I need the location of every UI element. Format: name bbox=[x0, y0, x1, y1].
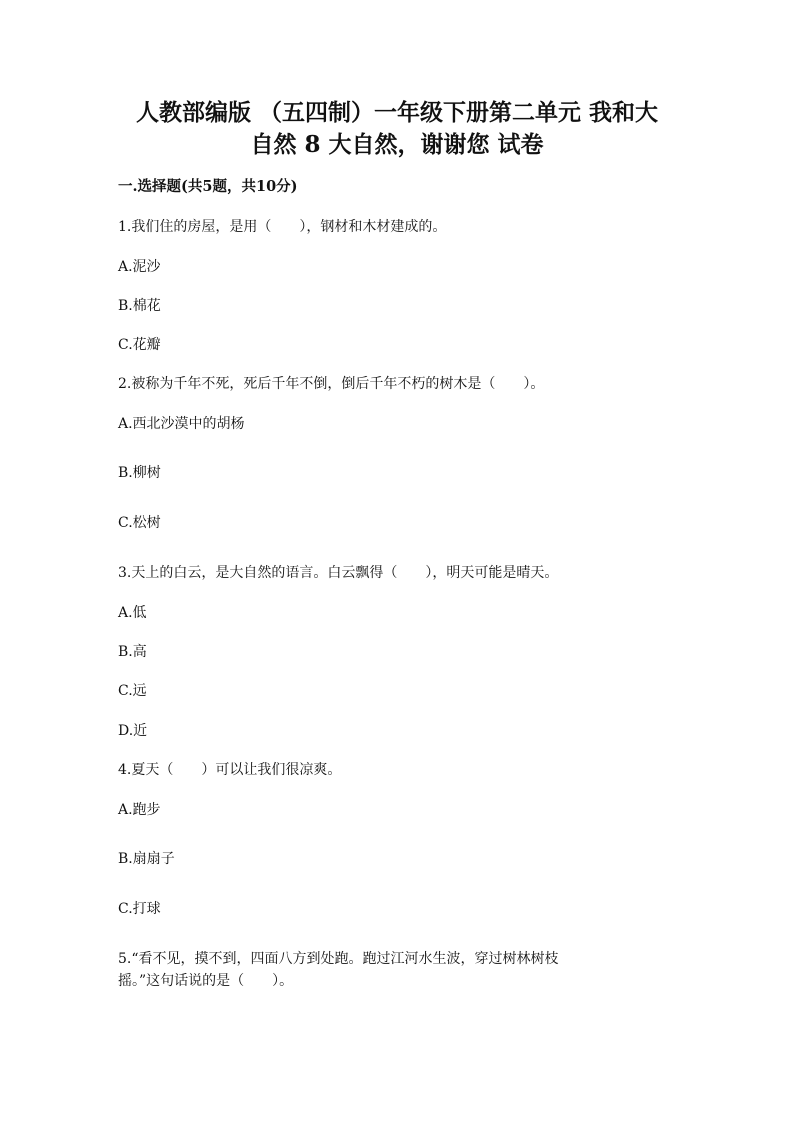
question-5-stem-line-2: 摇。”这句话说的是（ ）。 bbox=[118, 973, 294, 989]
question-4-stem: 4.夏天（ ）可以让我们很凉爽。 bbox=[118, 762, 342, 778]
question-2-stem: 2.被称为千年不死，死后千年不倒，倒后千年不朽的树木是（ ）。 bbox=[118, 376, 545, 392]
question-2-option-a: A.西北沙漠中的胡杨 bbox=[118, 416, 245, 432]
question-4-option-b: B.扇扇子 bbox=[118, 851, 175, 867]
question-5-stem-line-1: 5.“看不见，摸不到，四面八方到处跑。跑过江河水生波，穿过树林树枝 bbox=[118, 951, 559, 967]
question-4-option-c: C.打球 bbox=[118, 901, 161, 917]
question-1-option-b: B.棉花 bbox=[118, 298, 161, 314]
question-2-option-b: B.柳树 bbox=[118, 465, 161, 481]
question-4-option-a: A.跑步 bbox=[118, 802, 161, 818]
page-title-line-2: 自然 8 大自然，谢谢您 试卷 bbox=[250, 131, 544, 158]
question-3-option-c: C.远 bbox=[118, 683, 147, 699]
section-heading: 一.选择题(共5题，共10分) bbox=[118, 178, 298, 195]
question-1-option-c: C.花瓣 bbox=[118, 337, 161, 353]
question-1-option-a: A.泥沙 bbox=[118, 259, 161, 275]
question-2-option-c: C.松树 bbox=[118, 515, 161, 531]
question-3-option-b: B.高 bbox=[118, 644, 147, 660]
question-1-stem: 1.我们住的房屋，是用（ ），钢材和木材建成的。 bbox=[118, 219, 447, 235]
page-title-line-1: 人教部编版 （五四制）一年级下册第二单元 我和大 bbox=[135, 99, 658, 126]
question-3-option-d: D.近 bbox=[118, 723, 148, 739]
question-3-option-a: A.低 bbox=[118, 605, 147, 621]
question-3-stem: 3.天上的白云，是大自然的语言。白云飘得（ ），明天可能是晴天。 bbox=[118, 565, 559, 581]
